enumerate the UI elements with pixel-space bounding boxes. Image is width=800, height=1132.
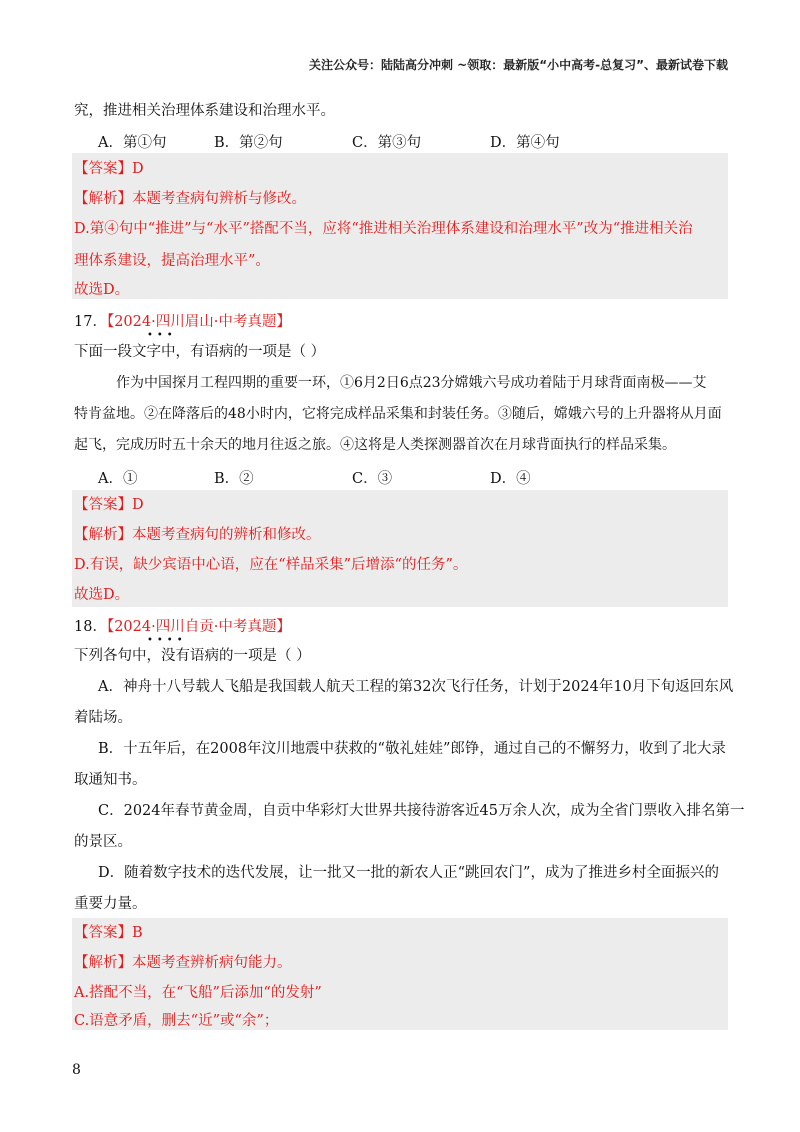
q17-source-tag: 【2024·四川眉山·中考真题】 bbox=[106, 314, 291, 330]
q18-number: 18． bbox=[74, 619, 107, 635]
q16-option-b: B．第②句 bbox=[214, 135, 283, 151]
q18-analysis: 【解析】本题考查辨析病句能力。 bbox=[74, 955, 292, 971]
q18-option-b-line1: B．十五年后，在2008年汶川地震中获救的“敬礼娃娃”郎铮，通过自己的不懈努力，收到了北大录 bbox=[98, 741, 726, 757]
q17-passage-line1: 作为中国探月工程四期的重要一环，①6月2日6点23分嫦娥六号成功着陆于月球背面南极——艾 bbox=[116, 375, 707, 391]
q17-answer: 【答案】D bbox=[74, 497, 144, 513]
q17-heading bbox=[74, 312, 291, 332]
q17-option-a: A．① bbox=[98, 471, 138, 487]
page-header: 关注公众号：陆陆高分冲刺 ~领取：最新版“小中高考-总复习”、最新试卷下载 bbox=[309, 58, 728, 72]
q16-explanation-line2: 理体系建设，提高治理水平”。 bbox=[74, 253, 270, 269]
q18-option-c-line1: C．2024年春节黄金周，自贡中华彩灯大世界共接待游客近45万余人次，成为全省门票收入排名第一 bbox=[98, 803, 745, 819]
emphasis-dots: •••• bbox=[147, 635, 187, 646]
q18-explanation-a: A.搭配不当，在“飞船”后添加“的发射” bbox=[74, 985, 322, 1001]
q18-option-d-line2: 重要力量。 bbox=[74, 896, 147, 912]
q17-analysis: 【解析】本题考查病句的辨析和修改。 bbox=[74, 527, 321, 543]
q18-option-b-line2: 取通知书。 bbox=[74, 772, 147, 788]
page-number: 8 bbox=[72, 1062, 81, 1078]
q16-analysis: 【解析】本题考查病句辨析与修改。 bbox=[74, 191, 306, 207]
q18-option-a-line2: 着陆场。 bbox=[74, 710, 132, 726]
q17-option-c: C．③ bbox=[352, 471, 393, 487]
q18-option-c-line2: 的景区。 bbox=[74, 834, 132, 850]
q16-option-d: D．第④句 bbox=[490, 135, 560, 151]
q17-answer-block bbox=[72, 490, 728, 607]
q16-conclusion: 故选D。 bbox=[74, 282, 130, 298]
q18-option-d-line1: D．随着数字技术的迭代发展，让一批又一批的新农人正“跳回农门”，成为了推进乡村全面振兴的 bbox=[98, 865, 719, 881]
q18-source-tag: 【2024·四川自贡·中考真题】 bbox=[106, 619, 291, 635]
q18-answer: 【答案】B bbox=[74, 925, 143, 941]
q16-answer: 【答案】D bbox=[74, 161, 144, 177]
q17-option-b: B．② bbox=[214, 471, 254, 487]
q18-heading bbox=[74, 617, 291, 637]
q16-continuation: 究，推进相关治理体系建设和治理水平。 bbox=[74, 103, 335, 119]
q17-explanation: D.有误，缺少宾语中心语，应在“样品采集”后增添“的任务”。 bbox=[74, 557, 468, 573]
q17-conclusion: 故选D。 bbox=[74, 587, 130, 603]
q18-explanation-c: C.语意矛盾，删去“近”或“余”； bbox=[74, 1013, 279, 1029]
q16-option-c: C．第③句 bbox=[352, 135, 422, 151]
q17-passage-line2: 特肯盆地。②在降落后的48小时内，它将完成样品采集和封装任务。③随后，嫦娥六号的上升器将从月面 bbox=[74, 406, 722, 422]
q16-option-a: A．第①句 bbox=[98, 135, 167, 151]
emphasis-dots: ••• bbox=[147, 330, 177, 341]
q17-passage-line3: 起飞，完成历时五十余天的地月往返之旅。④这将是人类探测器首次在月球背面执行的样品采集。 bbox=[74, 437, 676, 453]
q17-number: 17． bbox=[74, 314, 107, 330]
q18-stem: 下列各句中，没有语病的一项是（ ） bbox=[74, 648, 311, 664]
q16-explanation-line1: D.第④句中“推进”与“水平”搭配不当，应将“推进相关治理体系建设和治理水平”改为“推进相关治 bbox=[74, 221, 693, 237]
q17-stem: 下面一段文字中，有语病的一项是（ ） bbox=[74, 344, 326, 360]
q17-option-d: D．④ bbox=[490, 471, 531, 487]
q18-option-a-line1: A．神舟十八号载人飞船是我国载人航天工程的第32次飞行任务，计划于2024年10月下旬返回东风 bbox=[98, 679, 734, 695]
